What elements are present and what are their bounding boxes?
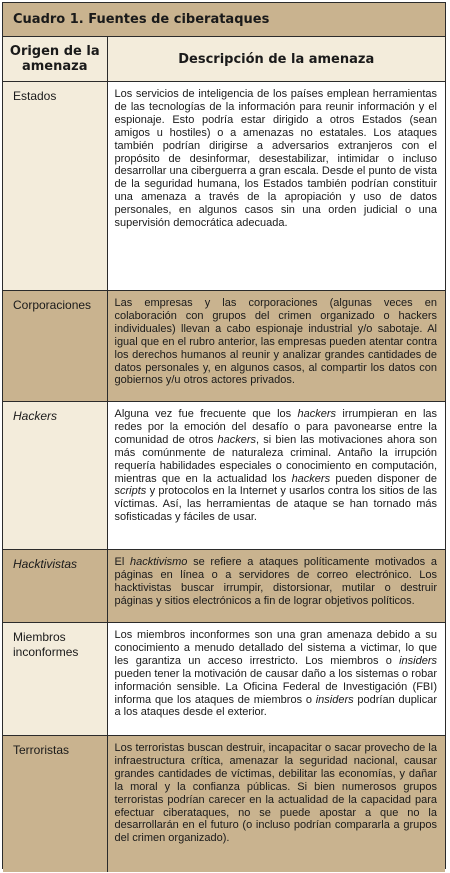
row-description: Los servicios de inteligencia de los países emplean herramientas de las tecnologías de la información para reunir información y el espionaje. Esto podría estar dirigido a otros Estados (sean amigos u hostiles) o a amenazas no estatales. Los ataques también podrían dirigirse a adversarios extranjeros con el propósito de desinformar, desestabilizar, intimidar o incluso desarrollar una ciberguerra a gran escala. Desde el punto de vista de la seguridad humana, los Estados también podrían constituir una amenaza a través de la apropiación y uso de datos personales, en algunos casos sin una orden judicial o una supervisión democrática adecuada. <box>107 82 445 291</box>
threat-sources-table <box>3 37 445 872</box>
table-frame <box>2 2 446 869</box>
table-row <box>3 736 445 872</box>
row-origin: Terroristas <box>3 736 107 872</box>
header-origin: Origen de la amenaza <box>3 37 107 82</box>
header-row <box>3 37 445 82</box>
table-row <box>3 402 445 550</box>
row-description: Los miembros inconformes son una gran amenaza debido a su conocimiento a menudo detallado del sistema a victimar, lo que les garantiza un acceso irrestricto. Los miembros o insiders pueden tener la motivación de causar daño a los sistemas o robar información sensible. La Oficina Federal de Investigación (FBI) informa que los ataques de miembros o insiders podrían duplicar a los ataques desde el exterior. <box>107 623 445 736</box>
row-description: Las empresas y las corporaciones (algunas veces en colaboración con grupos del crimen organizado o hackers individuales) llevan a cabo espionaje industrial y/o sabotaje. Al igual que en el rubro anterior, las empresas pueden atentar contra los derechos humanos al reunir y analizar grandes cantidades de datos personales y, en algunos casos, al compartir los datos con gobiernos y/u otros actores privados. <box>107 291 445 402</box>
table-title: Cuadro 1. Fuentes de ciberataques <box>3 3 445 37</box>
header-description: Descripción de la amenaza <box>107 37 445 82</box>
row-origin: Miembros inconformes <box>3 623 107 736</box>
row-origin: Hackers <box>3 402 107 550</box>
table-row <box>3 291 445 402</box>
table-row <box>3 550 445 623</box>
row-origin: Estados <box>3 82 107 291</box>
row-description: Los terroristas buscan destruir, incapacitar o sacar provecho de la infraestructura crítica, amenazar la seguridad nacional, causar grandes cantidades de víctimas, debilitar las economías, y dañar la moral y la confianza públicas. Si bien numerosos grupos terroristas podrían carecer en la actualidad de la capacidad para efectuar ciberataques, no se puede apostar a que no la desarrollarán en el futuro (o incluso podrían compararla a grupos del crimen organizado). <box>107 736 445 872</box>
table-row <box>3 82 445 291</box>
table-row <box>3 623 445 736</box>
row-origin: Corporaciones <box>3 291 107 402</box>
row-origin: Hacktivistas <box>3 550 107 623</box>
row-description: El hacktivismo se refiere a ataques políticamente motivados a páginas en línea o a servidores de correo electrónico. Los hacktivistas buscar irrumpir, distorsionar, mutilar o destruir páginas y sitios electrónicos a fin de lograr objetivos políticos. <box>107 550 445 623</box>
row-description: Alguna vez fue frecuente que los hackers irrumpieran en las redes por la emoción del desafío o para pavonearse entre la comunidad de otros hackers, si bien las motivaciones ahora son más comúnmente de naturaleza criminal. Antaño la irrupción requería habilidades especiales o conocimiento en computación, mientras que en la actualidad los hackers pueden disponer de scripts y protocolos en la Internet y usarlos contra los sitios de las víctimas. Así, las herramientas de ataque se han tornado más sofisticadas y fáciles de usar. <box>107 402 445 550</box>
